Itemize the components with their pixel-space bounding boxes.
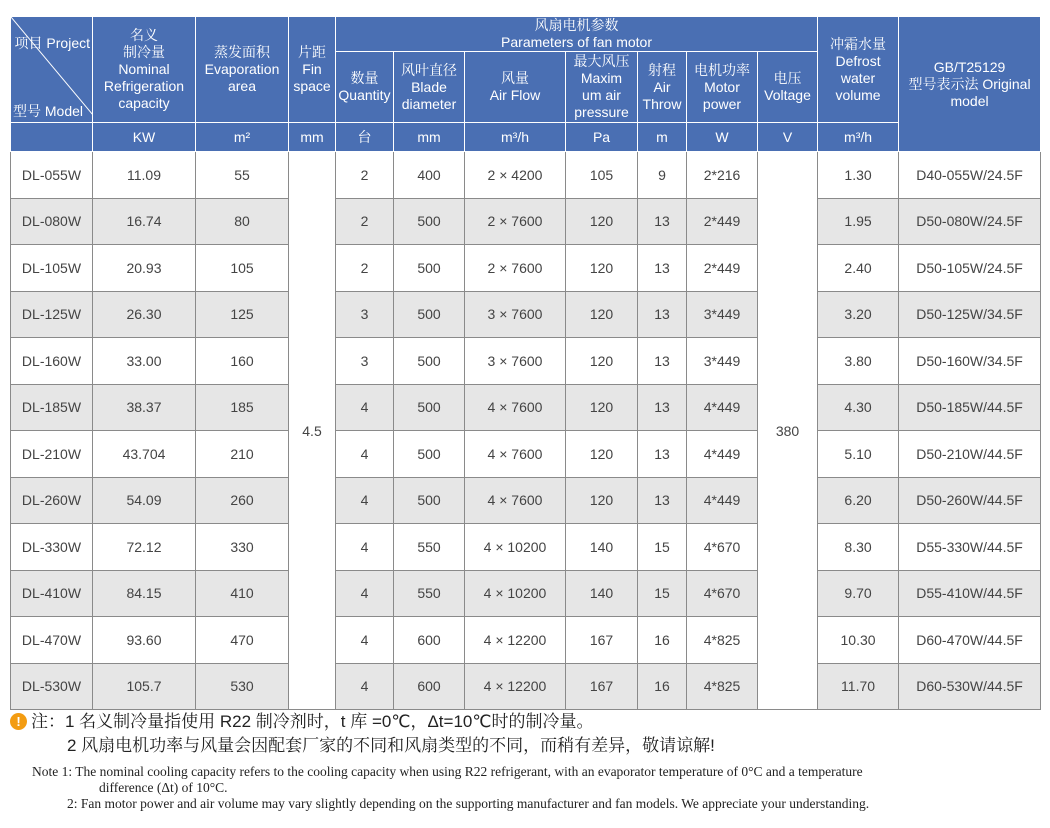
unit-voltage: V [758, 123, 818, 152]
throw-cell: 15 [638, 570, 687, 617]
capacity-cell: 33.00 [93, 338, 196, 385]
defrost-cell: 10.30 [818, 617, 899, 664]
defrost-cell: 6.20 [818, 477, 899, 524]
power-cell: 3*449 [687, 291, 758, 338]
quantity-cell: 2 [336, 198, 394, 245]
capacity-cell: 38.37 [93, 384, 196, 431]
airflow-cell: 2 × 4200 [465, 152, 566, 199]
blade-diameter-header: 风叶直径 Blade diameter [394, 52, 465, 123]
model-cell: DL-080W [11, 198, 93, 245]
gb-model-cell: D50-125W/34.5F [899, 291, 1041, 338]
model-cell: DL-260W [11, 477, 93, 524]
blade-cell: 600 [394, 663, 465, 710]
throw-cell: 9 [638, 152, 687, 199]
throw-cell: 16 [638, 663, 687, 710]
power-cell: 2*449 [687, 198, 758, 245]
project-header-label: 项目 Project [14, 35, 90, 51]
fin-space-cell: 4.5 [289, 152, 336, 710]
model-cell: DL-125W [11, 291, 93, 338]
capacity-cell: 11.09 [93, 152, 196, 199]
airflow-cell: 2 × 7600 [465, 198, 566, 245]
gb-model-cell: D50-105W/24.5F [899, 245, 1041, 292]
blade-cell: 500 [394, 431, 465, 478]
area-cell: 160 [196, 338, 289, 385]
table-row [11, 431, 1041, 478]
fan-motor-group-header: 风扇电机参数 Parameters of fan motor [336, 17, 818, 52]
area-cell: 410 [196, 570, 289, 617]
table-row [11, 663, 1041, 710]
unit-throw: m [638, 123, 687, 152]
nominal-capacity-header: 名义 制冷量 Nominal Refrigeration capacity [93, 17, 196, 123]
airflow-cell: 3 × 7600 [465, 338, 566, 385]
power-cell: 4*670 [687, 570, 758, 617]
airflow-cell: 4 × 12200 [465, 663, 566, 710]
model-cell: DL-105W [11, 245, 93, 292]
quantity-cell: 4 [336, 663, 394, 710]
power-cell: 2*216 [687, 152, 758, 199]
quantity-cell: 3 [336, 291, 394, 338]
power-cell: 4*670 [687, 524, 758, 571]
en-note-2: 2: Fan motor power and air volume may vary slightly depending on the supporting manufacturer and fan models. We appreciate your understanding. [67, 796, 870, 811]
power-cell: 3*449 [687, 338, 758, 385]
pressure-cell: 140 [566, 524, 638, 571]
table-row [11, 152, 1041, 199]
area-cell: 55 [196, 152, 289, 199]
area-cell: 185 [196, 384, 289, 431]
throw-cell: 13 [638, 431, 687, 478]
cn-note-1: 1 名义制冷量指使用 R22 制冷剂时，t 库 =0℃，Δt=10℃时的制冷量。 [65, 712, 594, 731]
unit-area: m² [196, 123, 289, 152]
pressure-cell: 140 [566, 570, 638, 617]
throw-cell: 13 [638, 245, 687, 292]
gb-model-cell: D60-530W/44.5F [899, 663, 1041, 710]
area-cell: 260 [196, 477, 289, 524]
units-row [11, 123, 1041, 152]
airflow-cell: 4 × 7600 [465, 477, 566, 524]
power-cell: 4*449 [687, 431, 758, 478]
area-cell: 210 [196, 431, 289, 478]
power-cell: 4*449 [687, 477, 758, 524]
pressure-cell: 120 [566, 477, 638, 524]
power-cell: 4*449 [687, 384, 758, 431]
unit-quantity: 台 [336, 123, 394, 152]
capacity-cell: 72.12 [93, 524, 196, 571]
gb-model-header: GB/T25129 型号表示法 Original model [899, 17, 1041, 152]
gb-model-cell: D50-160W/34.5F [899, 338, 1041, 385]
spec-table-container [10, 16, 1040, 710]
spec-table-body [11, 152, 1041, 710]
airflow-cell: 4 × 7600 [465, 384, 566, 431]
blade-cell: 550 [394, 524, 465, 571]
blade-cell: 500 [394, 338, 465, 385]
blade-cell: 400 [394, 152, 465, 199]
capacity-cell: 43.704 [93, 431, 196, 478]
air-throw-header: 射程 Air Throw [638, 52, 687, 123]
model-cell: DL-055W [11, 152, 93, 199]
blade-cell: 500 [394, 291, 465, 338]
table-row [11, 198, 1041, 245]
evaporation-area-header: 蒸发面积 Evaporation area [196, 17, 289, 123]
pressure-cell: 167 [566, 617, 638, 664]
gb-model-cell: D55-330W/44.5F [899, 524, 1041, 571]
table-row [11, 524, 1041, 571]
blade-cell: 500 [394, 198, 465, 245]
capacity-cell: 105.7 [93, 663, 196, 710]
table-row [11, 291, 1041, 338]
unit-blank-cell [11, 123, 93, 152]
model-cell: DL-210W [11, 431, 93, 478]
power-cell: 4*825 [687, 663, 758, 710]
pressure-cell: 120 [566, 384, 638, 431]
pressure-cell: 120 [566, 245, 638, 292]
unit-defrost: m³/h [818, 123, 899, 152]
capacity-cell: 93.60 [93, 617, 196, 664]
capacity-cell: 26.30 [93, 291, 196, 338]
blade-cell: 500 [394, 245, 465, 292]
model-cell: DL-530W [11, 663, 93, 710]
area-cell: 470 [196, 617, 289, 664]
airflow-cell: 3 × 7600 [465, 291, 566, 338]
en-notes [10, 764, 1040, 812]
quantity-cell: 4 [336, 524, 394, 571]
en-note-1: Note 1: The nominal cooling capacity refers to the cooling capacity when using R22 refrigerant, with an evaporator temperature of 0°C and a temperature [32, 764, 863, 779]
corner-header-cell [11, 17, 93, 123]
blade-cell: 500 [394, 477, 465, 524]
capacity-cell: 16.74 [93, 198, 196, 245]
defrost-cell: 2.40 [818, 245, 899, 292]
throw-cell: 13 [638, 477, 687, 524]
throw-cell: 13 [638, 291, 687, 338]
gb-model-cell: D50-185W/44.5F [899, 384, 1041, 431]
airflow-cell: 2 × 7600 [465, 245, 566, 292]
airflow-cell: 4 × 12200 [465, 617, 566, 664]
area-cell: 125 [196, 291, 289, 338]
unit-fin: mm [289, 123, 336, 152]
gb-model-cell: D50-260W/44.5F [899, 477, 1041, 524]
quantity-cell: 3 [336, 338, 394, 385]
defrost-cell: 3.20 [818, 291, 899, 338]
quantity-header: 数量 Quantity [336, 52, 394, 123]
blade-cell: 550 [394, 570, 465, 617]
pressure-cell: 120 [566, 431, 638, 478]
defrost-cell: 11.70 [818, 663, 899, 710]
pressure-cell: 167 [566, 663, 638, 710]
throw-cell: 13 [638, 338, 687, 385]
cn-note-2: 2 风扇电机功率与风量会因配套厂家的不同和风扇类型的不同，而稍有差异，敬请谅解! [67, 736, 715, 755]
airflow-cell: 4 × 10200 [465, 570, 566, 617]
fin-space-header: 片距 Fin space [289, 17, 336, 123]
gb-model-cell: D55-410W/44.5F [899, 570, 1041, 617]
model-cell: DL-185W [11, 384, 93, 431]
power-cell: 2*449 [687, 245, 758, 292]
defrost-cell: 3.80 [818, 338, 899, 385]
spec-table [10, 16, 1041, 710]
pressure-cell: 105 [566, 152, 638, 199]
defrost-cell: 8.30 [818, 524, 899, 571]
unit-airflow: m³/h [465, 123, 566, 152]
defrost-cell: 1.95 [818, 198, 899, 245]
quantity-cell: 4 [336, 570, 394, 617]
airflow-cell: 4 × 10200 [465, 524, 566, 571]
capacity-cell: 54.09 [93, 477, 196, 524]
gb-model-cell: D50-080W/24.5F [899, 198, 1041, 245]
unit-blade: mm [394, 123, 465, 152]
pressure-cell: 120 [566, 291, 638, 338]
max-pressure-header: 最大风压 Maxim um air pressure [566, 52, 638, 123]
table-row [11, 384, 1041, 431]
pressure-cell: 120 [566, 338, 638, 385]
air-flow-header: 风量 Air Flow [465, 52, 566, 123]
defrost-cell: 9.70 [818, 570, 899, 617]
quantity-cell: 2 [336, 152, 394, 199]
header-row-1 [11, 17, 1041, 52]
table-row [11, 338, 1041, 385]
power-cell: 4*825 [687, 617, 758, 664]
model-cell: DL-160W [11, 338, 93, 385]
unit-pressure: Pa [566, 123, 638, 152]
defrost-cell: 5.10 [818, 431, 899, 478]
diagonal-line-icon [11, 17, 93, 115]
model-cell: DL-470W [11, 617, 93, 664]
gb-model-cell: D40-055W/24.5F [899, 152, 1041, 199]
model-header-label: 型号 Model [13, 103, 84, 119]
capacity-cell: 84.15 [93, 570, 196, 617]
area-cell: 105 [196, 245, 289, 292]
throw-cell: 15 [638, 524, 687, 571]
area-cell: 530 [196, 663, 289, 710]
cn-notes [10, 710, 1040, 758]
voltage-header: 电压 Voltage [758, 52, 818, 123]
airflow-cell: 4 × 7600 [465, 431, 566, 478]
table-row [11, 477, 1041, 524]
capacity-cell: 20.93 [93, 245, 196, 292]
area-cell: 80 [196, 198, 289, 245]
table-row [11, 570, 1041, 617]
blade-cell: 600 [394, 617, 465, 664]
model-cell: DL-330W [11, 524, 93, 571]
exclamation-icon: ! [10, 713, 27, 730]
quantity-cell: 4 [336, 617, 394, 664]
motor-power-header: 电机功率 Motor power [687, 52, 758, 123]
gb-model-cell: D50-210W/44.5F [899, 431, 1041, 478]
throw-cell: 16 [638, 617, 687, 664]
gb-model-cell: D60-470W/44.5F [899, 617, 1041, 664]
voltage-cell: 380 [758, 152, 818, 710]
defrost-cell: 1.30 [818, 152, 899, 199]
quantity-cell: 4 [336, 384, 394, 431]
throw-cell: 13 [638, 384, 687, 431]
area-cell: 330 [196, 524, 289, 571]
cn-note-label: 注： [31, 712, 65, 731]
en-note-1-cont: difference (Δt) of 10°C. [99, 780, 228, 795]
quantity-cell: 2 [336, 245, 394, 292]
notes-section [10, 710, 1040, 812]
pressure-cell: 120 [566, 198, 638, 245]
quantity-cell: 4 [336, 477, 394, 524]
table-row [11, 617, 1041, 664]
unit-capacity: KW [93, 123, 196, 152]
blade-cell: 500 [394, 384, 465, 431]
table-row [11, 245, 1041, 292]
defrost-cell: 4.30 [818, 384, 899, 431]
defrost-water-header: 冲霜水量 Defrost water volume [818, 17, 899, 123]
quantity-cell: 4 [336, 431, 394, 478]
unit-power: W [687, 123, 758, 152]
model-cell: DL-410W [11, 570, 93, 617]
throw-cell: 13 [638, 198, 687, 245]
